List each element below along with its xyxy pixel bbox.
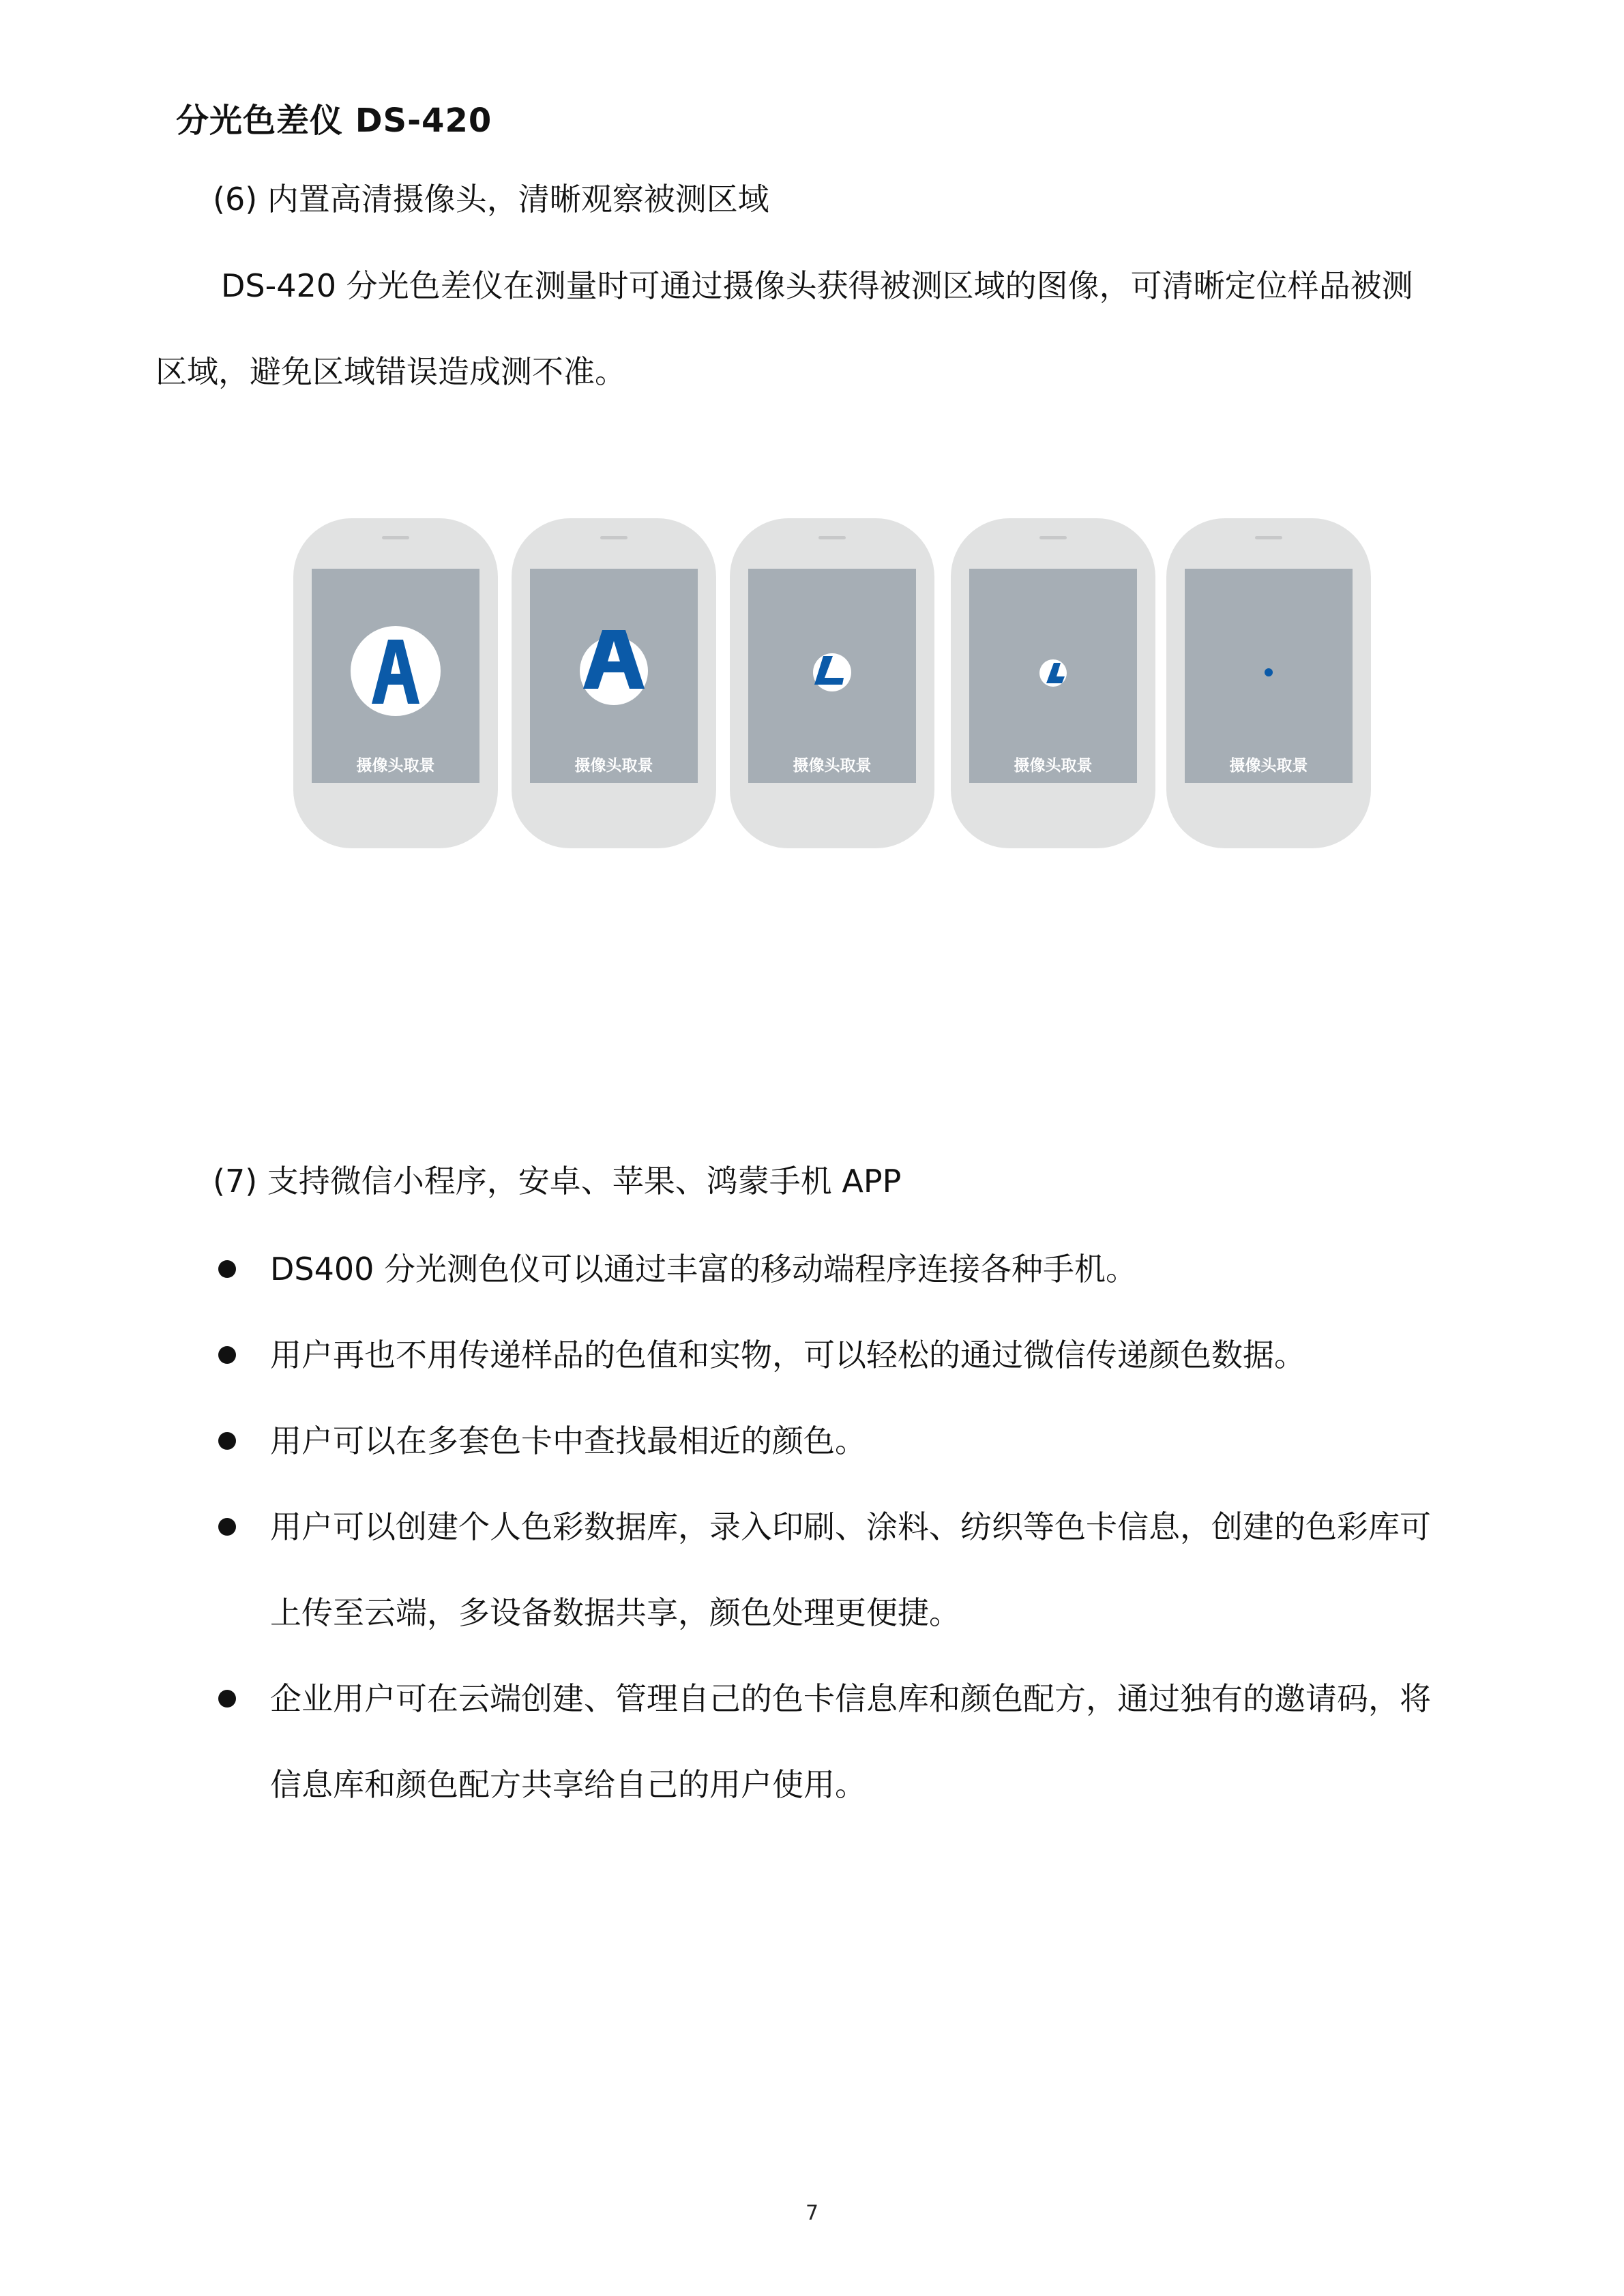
viewfinder-mark — [1185, 569, 1353, 783]
phone-screen — [312, 569, 479, 783]
list-item — [213, 1398, 1481, 1484]
phone-screen — [748, 569, 916, 783]
section-6-paragraph-line-2: 区域，避免区域错误造成测不准。 — [156, 353, 626, 390]
phone-caption: 摄像头取景 — [574, 757, 653, 775]
phone-caption: 摄像头取景 — [1014, 757, 1093, 775]
list-item-text: 企业用户可在云端创建、管理自己的色卡信息库和颜色配方，通过独有的邀请码，将 — [270, 1680, 1431, 1717]
list-item — [213, 1484, 1481, 1656]
list-item-text-continued: 信息库和颜色配方共享给自己的用户使用。 — [270, 1766, 866, 1803]
phone-speaker — [600, 536, 628, 539]
section-6-heading: (6) 内置高清摄像头，清晰观察被测区域 — [213, 181, 769, 218]
section-6-paragraph — [156, 243, 1472, 415]
phone-speaker — [382, 536, 409, 539]
phone-mockup — [512, 518, 716, 848]
list-item-text: 用户可以在多套色卡中查找最相近的颜色。 — [270, 1422, 866, 1459]
section-7-heading: (7) 支持微信小程序，安卓、苹果、鸿蒙手机 APP — [213, 1163, 902, 1199]
camera-viewfinder-illustration — [293, 518, 1371, 848]
phone-screen — [530, 569, 698, 783]
page-number: 7 — [805, 2201, 819, 2225]
bullet-icon — [218, 1432, 236, 1450]
bullet-icon — [218, 1518, 236, 1536]
list-item — [213, 1656, 1481, 1828]
phone-speaker — [1039, 536, 1067, 539]
bullet-icon — [218, 1346, 236, 1364]
phone-speaker — [1255, 536, 1282, 539]
phone-mockup — [1166, 518, 1371, 848]
feature-list — [213, 1226, 1481, 1828]
list-item-text: 用户可以创建个人色彩数据库，录入印刷、涂料、纺织等色卡信息，创建的色彩库可 — [270, 1508, 1431, 1545]
page-title: 分光色差仪 DS-420 — [176, 102, 492, 140]
phone-caption: 摄像头取景 — [1229, 757, 1308, 775]
phone-speaker — [818, 536, 846, 539]
viewfinder-mark — [969, 569, 1137, 783]
list-item-text-continued: 上传至云端，多设备数据共享，颜色处理更便捷。 — [270, 1594, 960, 1631]
phone-mockup — [730, 518, 934, 848]
bullet-icon — [218, 1260, 236, 1278]
list-item — [213, 1226, 1481, 1312]
phone-caption: 摄像头取景 — [793, 757, 872, 775]
list-item-text: 用户再也不用传递样品的色值和实物，可以轻松的通过微信传递颜色数据。 — [270, 1337, 1305, 1373]
bullet-icon — [218, 1690, 236, 1708]
viewfinder-mark — [312, 569, 479, 783]
phone-caption: 摄像头取景 — [356, 757, 435, 775]
list-item — [213, 1312, 1481, 1398]
phone-mockup — [293, 518, 498, 848]
phone-screen — [1185, 569, 1353, 783]
list-item-text: DS400 分光测色仪可以通过丰富的移动端程序连接各种手机。 — [270, 1251, 1138, 1287]
phone-screen — [969, 569, 1137, 783]
viewfinder-mark — [530, 569, 698, 783]
section-6-paragraph-line-1: DS-420 分光色差仪在测量时可通过摄像头获得被测区域的图像，可清晰定位样品被测 — [221, 267, 1413, 304]
viewfinder-mark — [748, 569, 916, 783]
phone-mockup — [951, 518, 1155, 848]
